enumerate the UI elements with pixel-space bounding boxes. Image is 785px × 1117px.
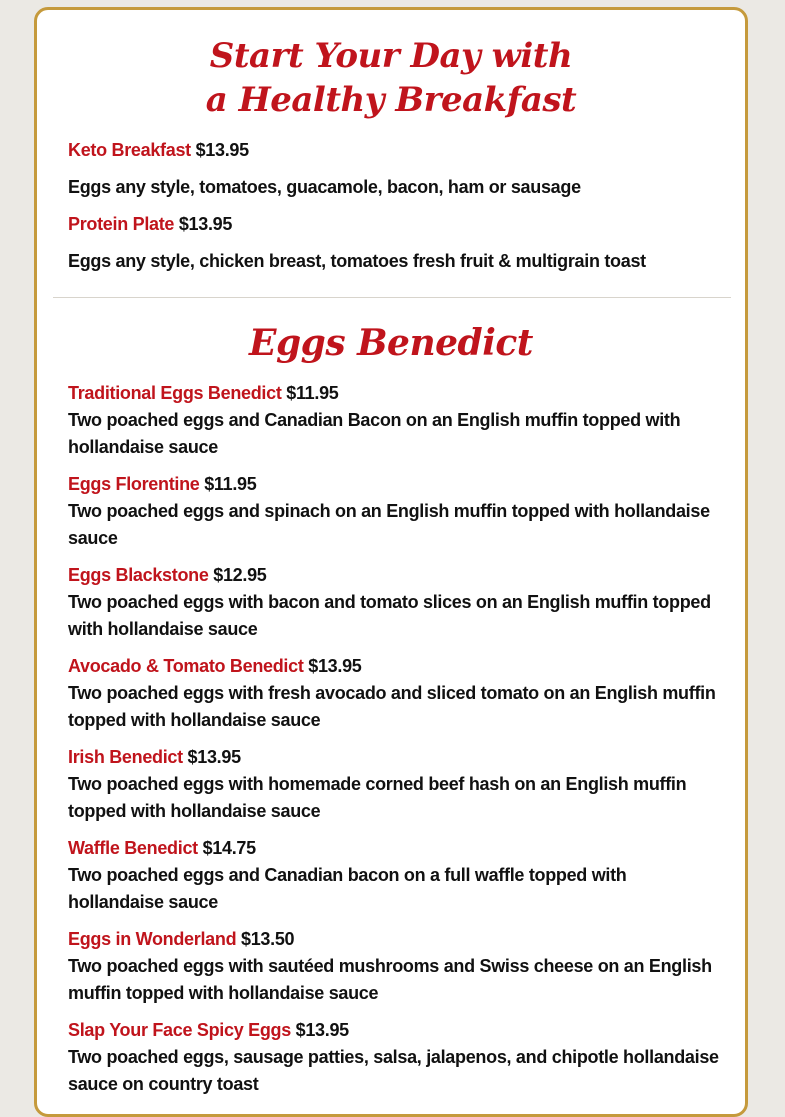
menu-item-name: Protein Plate <box>68 214 175 234</box>
menu-item-name: Slap Your Face Spicy Eggs <box>68 1020 291 1040</box>
menu-item-description: Two poached eggs with fresh avocado and sliced tomato on an English muffin topped with hollandaise sauce <box>68 683 716 730</box>
benedict-section-title: Eggs Benedict <box>249 322 533 364</box>
menu-item-name: Traditional Eggs Benedict <box>68 383 282 403</box>
menu-item-price: $13.95 <box>195 140 249 160</box>
menu-item-description: Eggs any style, tomatoes, guacamole, bacon, ham or sausage <box>68 177 581 197</box>
menu-item-description: Two poached eggs and Canadian Bacon on an English muffin topped with hollandaise sauce <box>68 410 681 457</box>
menu-item-price: $13.95 <box>295 1020 349 1040</box>
menu-item-description: Two poached eggs and spinach on an English muffin topped with hollandaise sauce <box>68 501 710 548</box>
benedict-item-list <box>68 380 725 1108</box>
menu-item-description: Two poached eggs with bacon and tomato slices on an English muffin topped with hollandaise sauce <box>68 592 711 639</box>
breakfast-title-line1: Start Your Day with <box>209 36 573 76</box>
menu-item <box>68 471 725 552</box>
menu-item-name: Waffle Benedict <box>68 838 198 858</box>
menu-item-name: Eggs Blackstone <box>68 565 209 585</box>
menu-item-description: Eggs any style, chicken breast, tomatoes fresh fruit & multigrain toast <box>68 251 646 271</box>
menu-item-price: $12.95 <box>213 565 267 585</box>
menu-item-description: Two poached eggs with homemade corned beef hash on an English muffin topped with hollandaise sauce <box>68 774 687 821</box>
menu-item <box>68 744 725 825</box>
menu-item-price: $11.95 <box>204 474 257 494</box>
menu-item <box>68 211 725 275</box>
menu-item-price: $13.95 <box>308 656 362 676</box>
menu-item <box>68 835 725 916</box>
menu-card <box>34 7 748 1117</box>
menu-item-name: Irish Benedict <box>68 747 183 767</box>
menu-item <box>68 380 725 461</box>
menu-item-price: $11.95 <box>286 383 339 403</box>
breakfast-section-title <box>37 34 745 122</box>
section-divider <box>53 297 731 298</box>
menu-item-description: Two poached eggs, sausage patties, salsa, jalapenos, and chipotle hollandaise sauce on country toast <box>68 1047 719 1094</box>
menu-item-name: Avocado & Tomato Benedict <box>68 656 304 676</box>
menu-item-heading <box>68 137 725 164</box>
menu-item <box>68 562 725 643</box>
menu-item-price: $13.95 <box>178 214 233 234</box>
menu-item-price: $14.75 <box>202 838 256 858</box>
menu-item-description: Two poached eggs and Canadian bacon on a full waffle topped with hollandaise sauce <box>68 865 627 912</box>
menu-item <box>68 1017 725 1098</box>
breakfast-title-line2: a Healthy Breakfast <box>205 80 577 120</box>
menu-item <box>68 653 725 734</box>
menu-item-heading <box>68 211 725 238</box>
menu-item-price: $13.95 <box>187 747 241 767</box>
menu-item-name: Eggs in Wonderland <box>68 929 237 949</box>
menu-item <box>68 137 725 201</box>
menu-item-name: Keto Breakfast <box>68 140 191 160</box>
menu-item-description: Two poached eggs with sautéed mushrooms and Swiss cheese on an English muffin topped with hollandaise sauce <box>68 956 712 1003</box>
menu-item <box>68 926 725 1007</box>
menu-item-name: Eggs Florentine <box>68 474 200 494</box>
menu-item-price: $13.50 <box>240 929 295 949</box>
breakfast-item-list <box>68 137 725 285</box>
